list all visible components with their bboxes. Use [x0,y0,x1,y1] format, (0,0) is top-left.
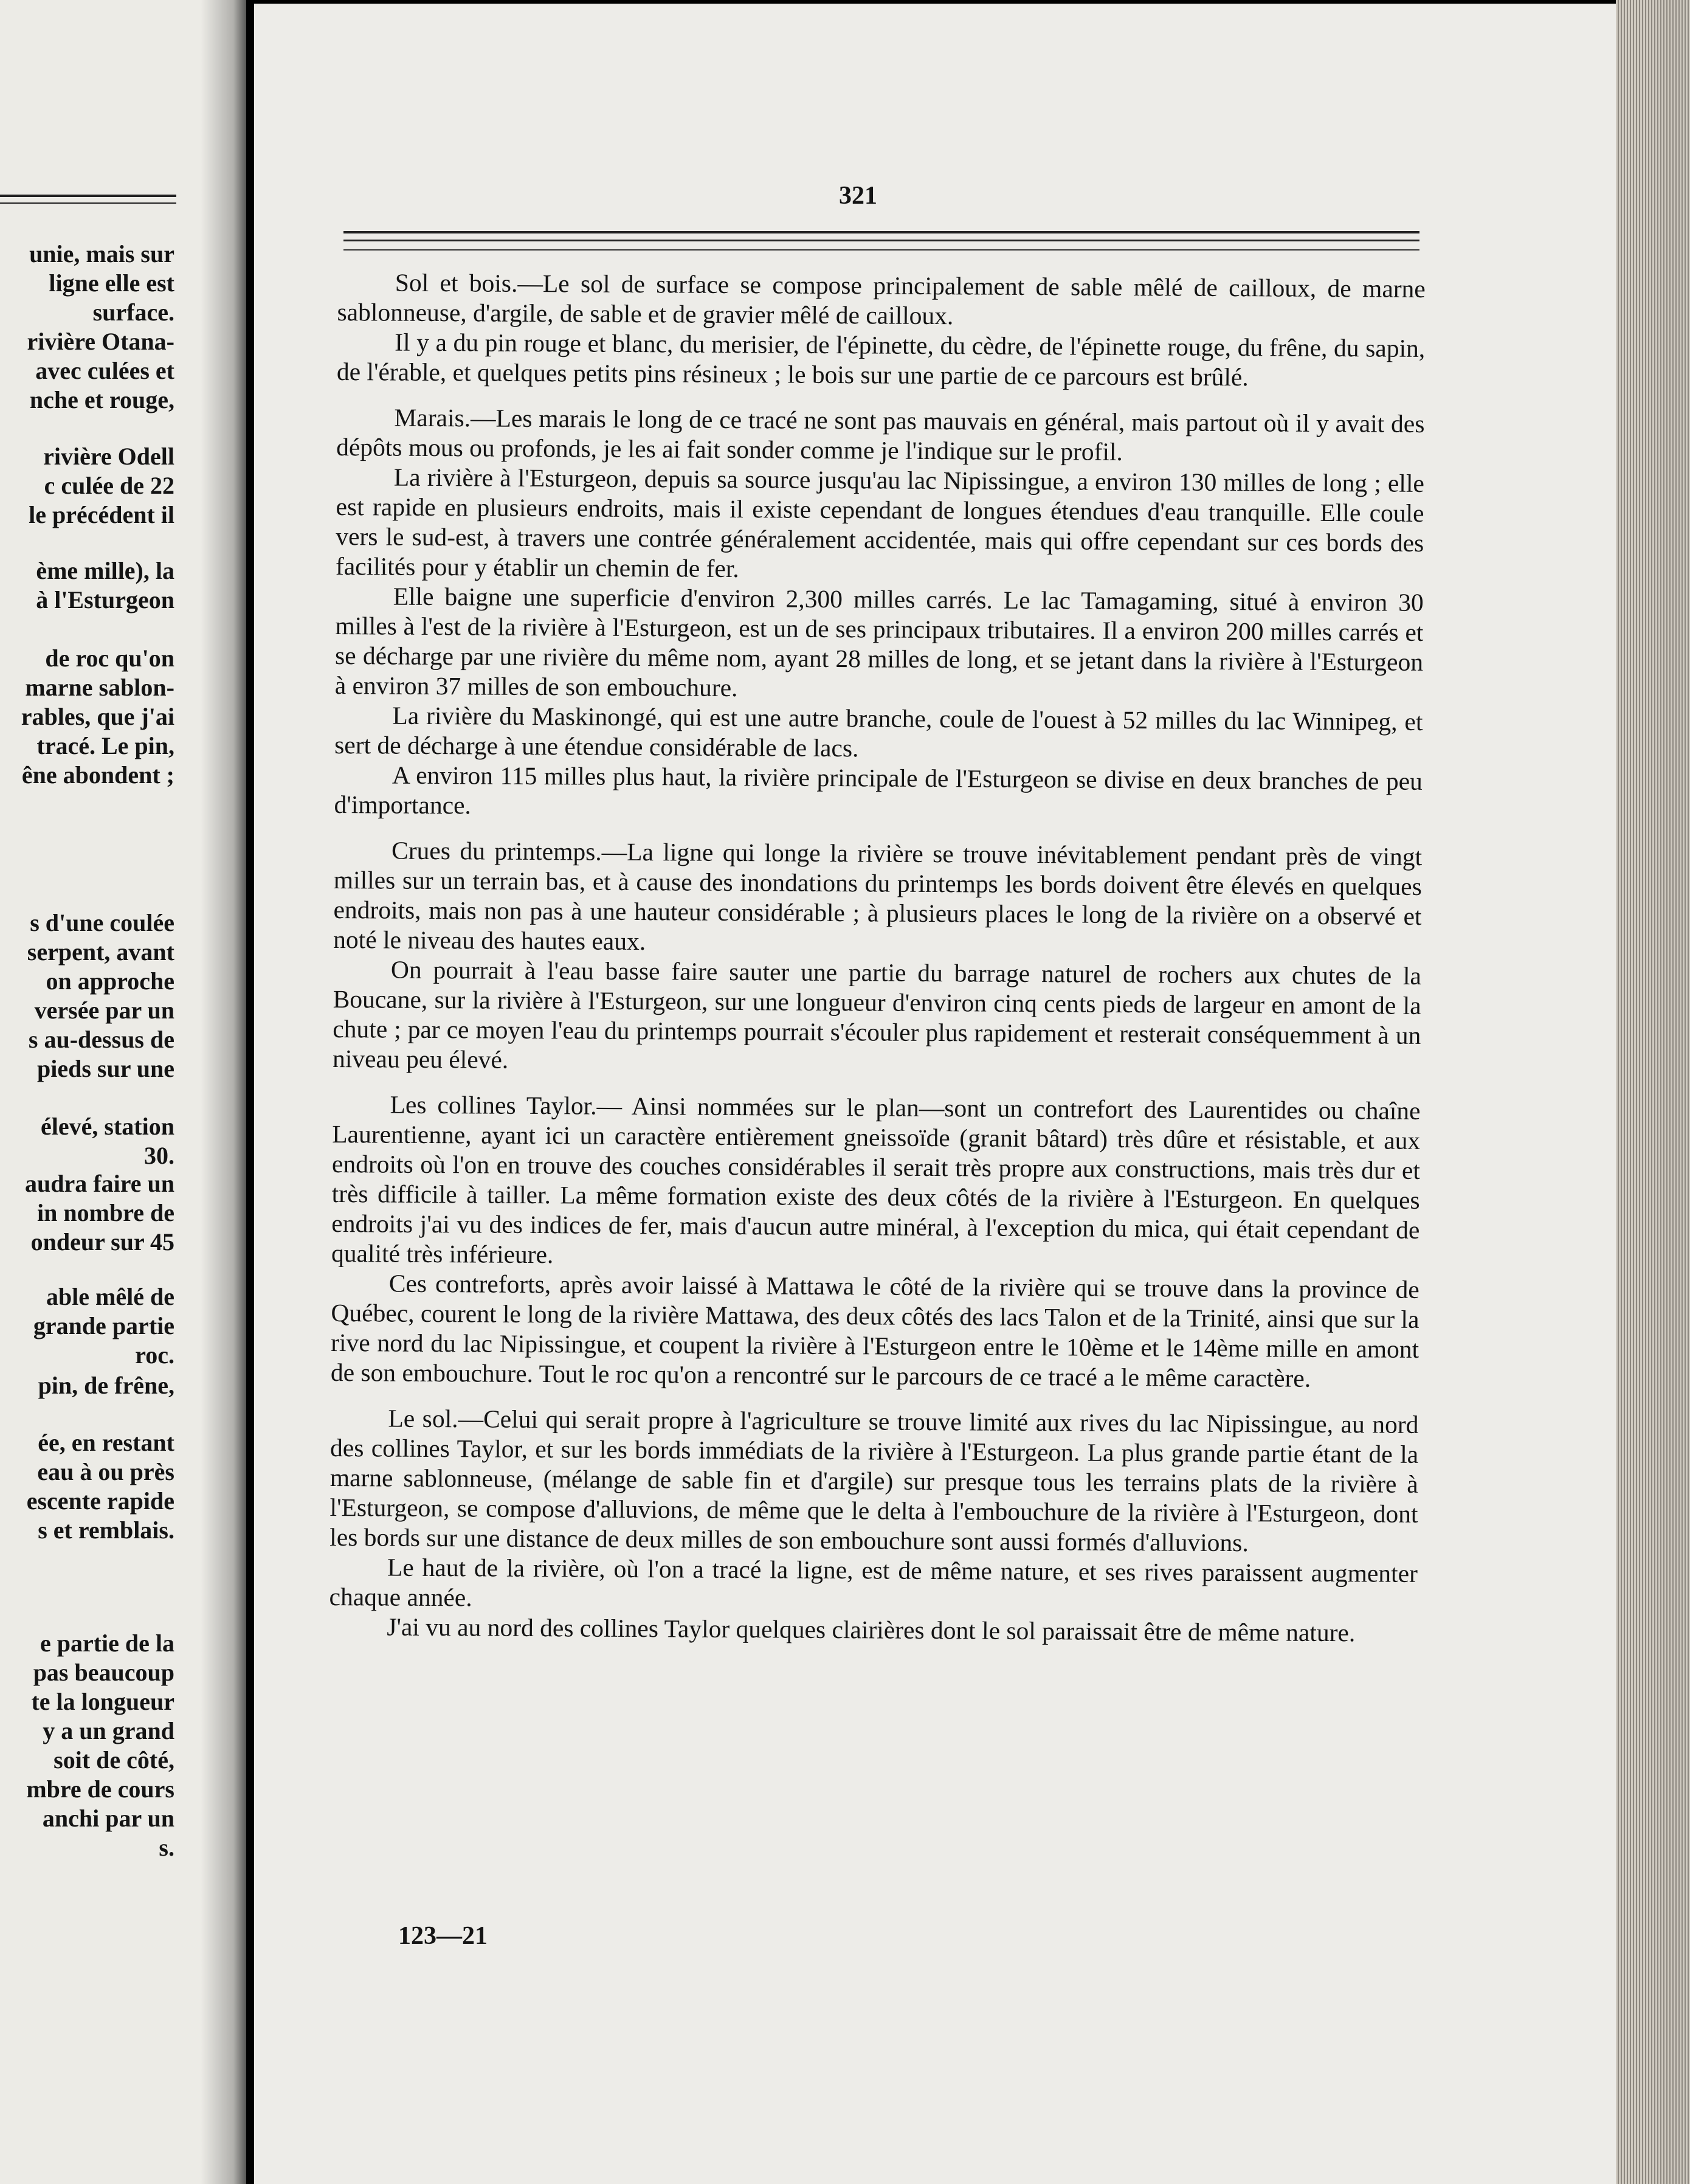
header-rule-thin [343,249,1419,251]
left-page-line: rivière Otana- [27,328,174,355]
left-page-line: e partie de la [40,1629,174,1657]
left-page-line: pin, de frêne, [38,1372,174,1399]
paragraph: A environ 115 milles plus haut, la rivière principale de l'Esturgeon se divise en deux branches de peu d'importance. [334,761,1423,820]
left-page-line: in nombre de [37,1199,174,1226]
left-page-line: rables, que j'ai [21,703,174,730]
left-page-line: soit de côté, [53,1746,174,1774]
left-page-line: mbre de cours [26,1775,174,1803]
paragraph: Les collines Taylor.— Ainsi nommées sur le plan—sont un contrefort des Laurentides ou chaîne Laurentienne, ayant ici un caractère entièrement gneissoïde (granit bâtard) très dûre et résistable, et aux endroits où l'on en trouve des couches considérables il serait très propre aux constructions, mais très dur et très difficile à tailler. La même formation existe des deux côtés de la rivière à l'Esturgeon. En quelques endroits j'ai vu des indices de fer, mais d'aucun autre minéral, à l'exception du mica, qui était cependant de qualité très inférieure. [331,1090,1421,1269]
left-page-line: escente rapide [26,1487,174,1515]
left-page-line: êne abondent ; [21,761,174,789]
page-number: 321 [839,182,877,210]
left-page-line: grande partie [33,1312,174,1339]
left-page-line: unie, mais sur [29,240,174,268]
left-page-line: s et remblais. [38,1516,174,1544]
paragraph: Le haut de la rivière, où l'on a tracé la ligne, est de même nature, et ses rives paraissent augmenter chaque année. [329,1553,1418,1612]
paragraph: Le sol.—Celui qui serait propre à l'agriculture se trouve limité aux rives du lac Nipissingue, au nord des collines Taylor, et sur les bords immédiats de la rivière à l'Esturgeon. La plus grande partie étant de la marne sablonneuse, (mélange de sable fin et d'argile) sur presque tous les terrains plats de la rivière à l'Esturgeon, se compose d'alluvions, de même que le delta à l'embouchure de la rivière à l'Esturgeon, dont les bords sur une distance de deux milles de son embouchure sont aussi formés d'alluvions. [329,1404,1419,1557]
left-page-line: c culée de 22 [44,472,174,499]
paragraph: Marais.—Les marais le long de ce tracé ne sont pas mauvais en général, mais partout où il y avait des dépôts mous ou profonds, je les ai fait sonder comme je l'indique sur le profil. [336,403,1425,466]
left-page-line: te la longueur [31,1688,174,1715]
left-page-line: versée par un [34,997,174,1024]
paragraph: La rivière du Maskinongé, qui est une autre branche, coule de l'ouest à 52 milles du lac Winnipeg, et sert de décharge à une étendue considérable de lacs. [334,701,1423,762]
left-page-line: s. [159,1834,174,1861]
left-page-line: pieds sur une [36,1055,174,1082]
left-page-line: avec culées et [35,357,174,384]
left-page-line: 30. [144,1142,174,1169]
left-page-line: s d'une coulée [30,909,174,936]
paragraph: Il y a du pin rouge et blanc, du merisier, de l'épinette, du cèdre, de l'épinette rouge, du frêne, du sapin, de l'érable, et quelques petits pins résineux ; le bois sur une partie de ce parcours est brûlé. [336,328,1426,392]
left-page-line: s au-dessus de [28,1026,174,1053]
left-page-line: pas beaucoup [33,1659,174,1686]
paragraph: On pourrait à l'eau basse faire sauter une partie du barrage naturel de rochers aux chutes de la Boucane, sur la rivière à l'Esturgeon, sur une longueur d'environ cinq cents pieds de largeur en amont de la chute ; par ce moyen l'eau du printemps pourrait s'écouler plus rapidement et resterait conséquemment à un niveau peu élevé. [332,955,1422,1074]
left-page-line: ondeur sur 45 [30,1228,174,1256]
left-page-line: roc. [135,1341,174,1369]
left-header-rule-secondary [0,202,176,204]
header-rule-thick [343,231,1419,233]
paragraph: Crues du printemps.—La ligne qui longe la rivière se trouve inévitablement pendant près de vingt milles sur un terrain bas, et à cause des inondations du printemps les bords doivent être élevés en quelques endroits, mais non pas à une hauteur considérable ; à plusieurs places le long de la rivière on a observé et noté le niveau des hautes eaux. [333,836,1423,956]
left-page-line: y a un grand [43,1717,174,1744]
left-page-line: tracé. Le pin, [36,732,174,759]
left-page-line: audra faire un [25,1170,174,1197]
left-page-line: on approche [46,967,174,995]
left-page-line: able mêlé de [46,1283,174,1310]
paragraph: J'ai vu au nord des collines Taylor quelques clairières dont le sol paraissait être de même nature. [387,1612,1356,1647]
left-page-line: eau à ou près [37,1458,174,1485]
paragraph: Ces contreforts, après avoir laissé à Mattawa le côté de la rivière qui se trouve dans la province de Québec, courent le long de la rivière Mattawa, des deux côtés des lacs Talon et de la Trinité, ainsi que sur la rive nord du lac Nipissingue, et coupent la rivière à l'Esturgeon entre le 10ème et le 14ème mille en amont de son embouchure. Tout le roc qu'on a rencontré sur le parcours de ce tracé a le même caractère. [330,1269,1419,1392]
left-page-line: ée, en restant [38,1429,174,1456]
left-page-line: ligne elle est [49,269,174,297]
left-page-line: surface. [92,299,174,326]
paragraph: Elle baigne une superficie d'environ 2,300 milles carrés. Le lac Tamagaming, situé à environ 30 milles à l'est de la rivière à l'Esturgeon, est un de ses principaux tributaires. Il a environ 200 milles carrés et se décharge par une rivière du même nom, ayant 28 milles de long, et se jetant dans la rivière à l'Esturgeon à environ 37 milles de son embouchure. [334,582,1424,702]
body-text [329,268,1426,1648]
left-header-rule [0,195,176,197]
left-page-line: le précédent il [29,501,174,528]
paragraph: Sol et bois.—Le sol de surface se compose principalement de sable mêlé de cailloux, de marne sablonneuse, d'argile, de sable et de gravier mêlé de cailloux. [337,268,1426,330]
left-page-line: nche et rouge, [29,386,174,413]
header-rule-middle [343,240,1419,241]
left-page-line: rivière Odell [43,443,174,470]
left-page-line: ème mille), la [36,557,174,584]
left-page-line: serpent, avant [27,938,174,966]
left-page-line: de roc qu'on [45,644,174,672]
signature-mark: 123—21 [398,1922,488,1950]
left-page-line: élevé, station [41,1113,174,1140]
left-page-line: à l'Esturgeon [36,586,174,613]
left-page-line: marne sablon- [25,674,174,701]
paragraph: La rivière à l'Esturgeon, depuis sa source jusqu'au lac Nipissingue, a environ 130 milles de long ; elle est rapide en plusieurs endroits, mais il existe cependant de longues étendues d'eau tranquille. Elle coule vers le sud-est, à travers une contrée généralement accidentée, mais qui offre cependant sur ces bords des facilités pour y établir un chemin de fer. [335,463,1425,583]
page-edges [1616,0,1690,2184]
book-gutter [201,0,255,2184]
left-page-line: anchi par un [42,1805,174,1832]
